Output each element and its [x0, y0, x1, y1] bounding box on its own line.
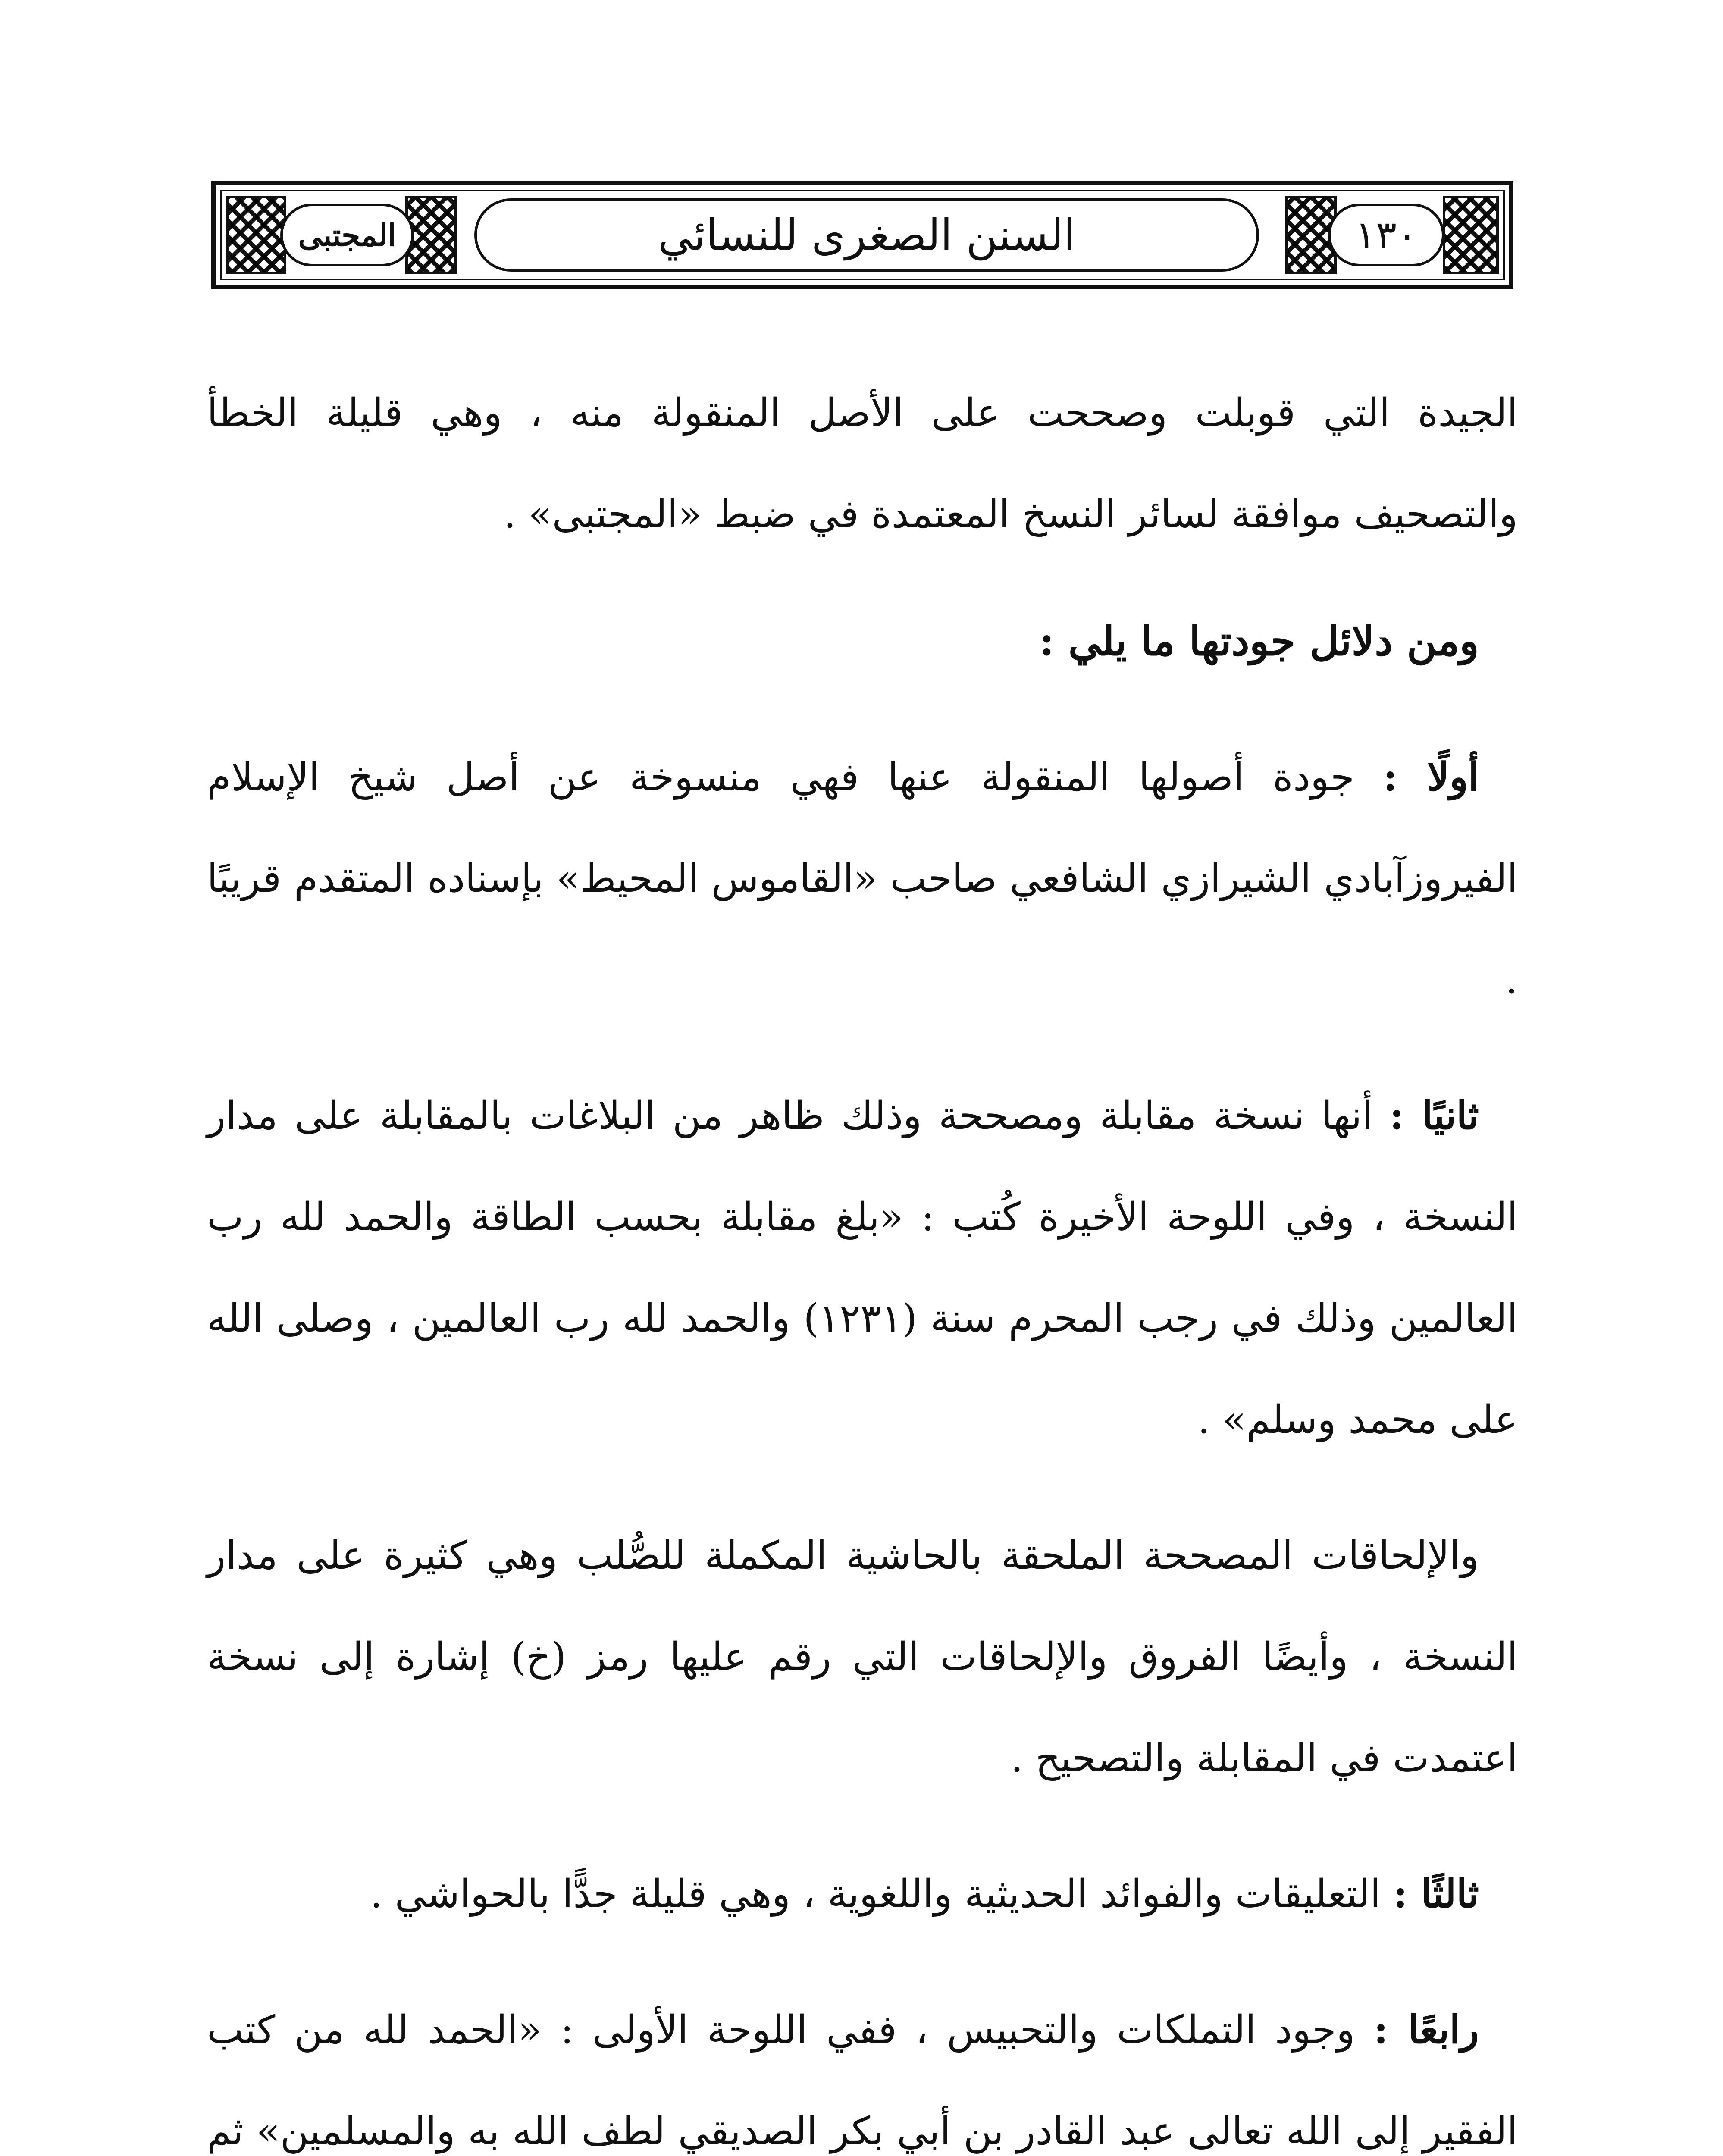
- paragraph-1: الجيدة التي قوبلت وصححت على الأصل المنقولة منه ، وهي قليلة الخطأ والتصحيف موافقة لسائر النسخ المعتمدة في ضبط «المجتبى» .: [207, 390, 1518, 537]
- paragraph-fourth-point: [207, 1979, 1518, 2156]
- page-number: ١٣٠: [1355, 212, 1418, 258]
- point-text-fourth: وجود التملكات والتحبيس ، ففي اللوحة الأولى : «الحمد لله من كتب الفقير إلى الله تعالى عبد القادر بن أبي بكر الصديقي لطف الله به والمسلمين» ثم: [207, 2007, 1518, 2154]
- paragraph-additions: والإلحاقات المصححة الملحقة بالحاشية المكملة للصُّلب وهي كثيرة على مدار النسخة ، وأيضًا الفروق والإلحاقات التي رقم عليها رمز (خ) إشارة إلى نسخة اعتمدت في المقابلة والتصحيح .: [207, 1533, 1518, 1781]
- point-text-third: التعليقات والفوائد الحديثية واللغوية ، وهي قليلة جدًّا بالحواشي .: [370, 1871, 1393, 1917]
- page-body: [207, 362, 1518, 2156]
- point-label-fourth: رابعًا :: [1374, 2007, 1479, 2053]
- ornament-right-outer: [1443, 196, 1499, 274]
- paragraph-third-point: [207, 1843, 1518, 1945]
- book-subtitle-cartouche: [280, 204, 414, 266]
- page-number-cartouche: [1328, 204, 1444, 266]
- book-title-cartouche: [474, 198, 1259, 272]
- book-title: السنن الصغرى للنسائي: [658, 210, 1076, 260]
- point-label-third: ثالثًا :: [1393, 1871, 1479, 1917]
- paragraph-second-point: [207, 1065, 1518, 1470]
- ornament-left-outer: [226, 196, 286, 274]
- point-label-second: ثانيًا :: [1389, 1093, 1479, 1138]
- point-text-second: أنها نسخة مقابلة ومصححة وذلك ظاهر من البلاغات بالمقابلة على مدار النسخة ، وفي اللوحة الأخيرة كُتب : «بلغ مقابلة بحسب الطاقة والحمد لله رب العالمين وذلك في رجب المحرم سنة (١٢٣١) والحمد لله رب العالمين ، وصلى الله على محمد وسلم» .: [207, 1093, 1518, 1442]
- point-label-first: أولًا :: [1383, 754, 1479, 800]
- page-header-frame: [211, 181, 1513, 289]
- book-subtitle: المجتبى: [298, 217, 396, 253]
- paragraph-first-point: [207, 727, 1518, 1031]
- point-text-first: جودة أصولها المنقولة عنها فهي منسوخة عن أصل شيخ الإسلام الفيروزآبادي الشيرازي الشافعي صاحب «القاموس المحيط» بإسناده المتقدم قريبًا .: [207, 755, 1518, 1003]
- section-heading: ومن دلائل جودتها ما يلي :: [1039, 617, 1479, 665]
